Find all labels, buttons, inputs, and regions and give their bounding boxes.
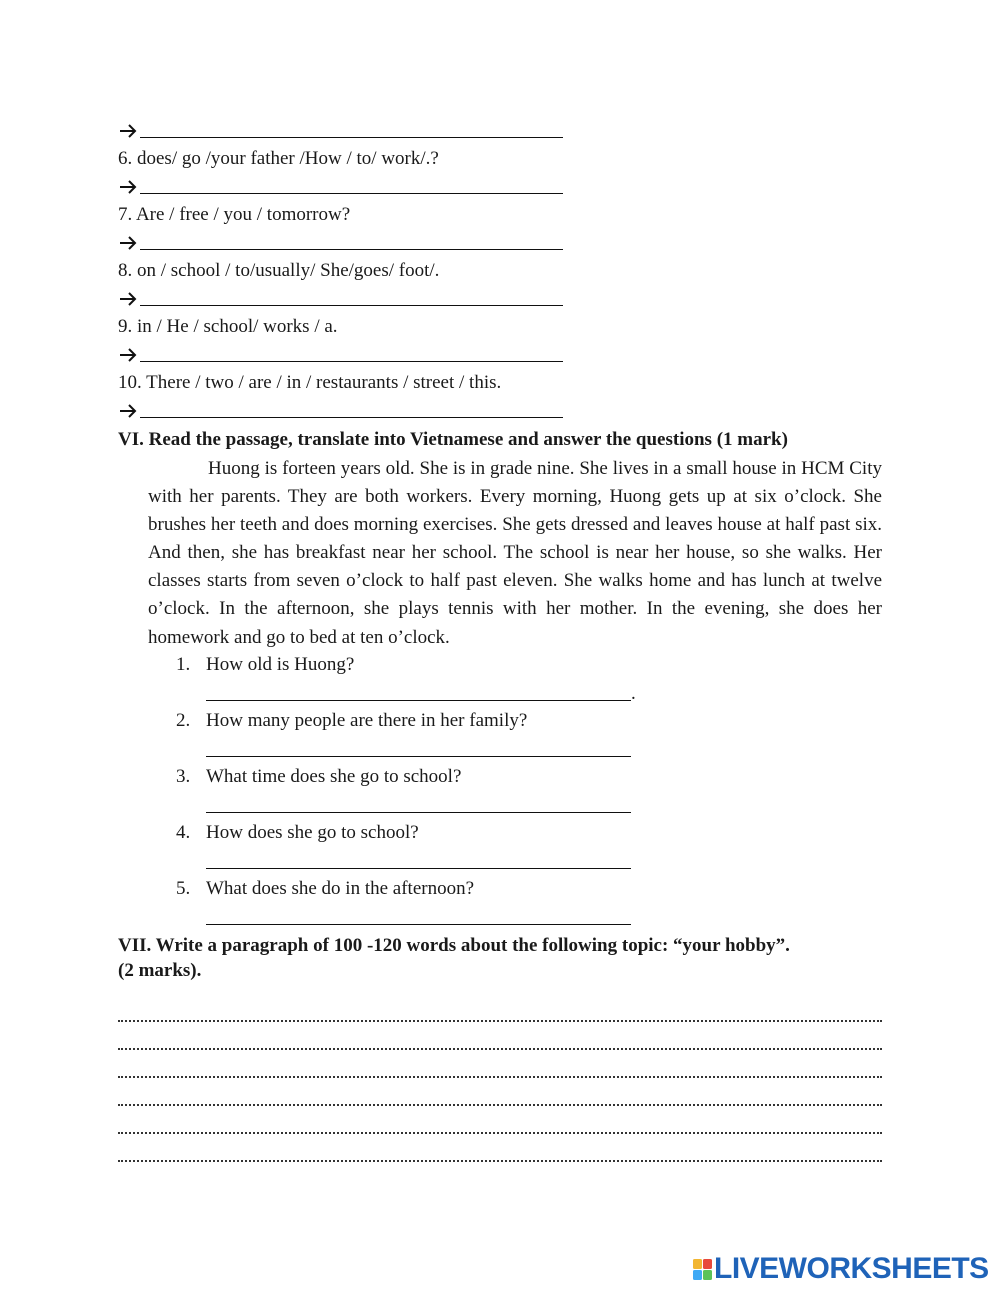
question-prompt: 10. There / two / are / in / restaurants / street / this.	[118, 372, 502, 393]
writing-line[interactable]	[118, 1160, 882, 1162]
question-text: How many people are there in her family?	[206, 710, 528, 731]
question-text: How old is Huong?	[206, 654, 355, 675]
arrow-right-icon	[118, 288, 140, 310]
writing-line[interactable]	[118, 1132, 882, 1134]
arrow-right-icon	[118, 400, 140, 422]
section-vii-heading: VII. Write a paragraph of 100 -120 words about the following topic: “your hobby”.	[118, 935, 790, 956]
arrow-right-icon	[118, 120, 140, 142]
answer-line[interactable]	[206, 924, 631, 925]
answer-line[interactable]	[206, 756, 631, 757]
answer-line[interactable]	[206, 868, 631, 869]
liveworksheets-logo-icon	[692, 1258, 714, 1282]
answer-line[interactable]	[140, 137, 563, 138]
answer-line[interactable]	[140, 417, 563, 418]
arrow-right-icon	[118, 232, 140, 254]
question-prompt: 8. on / school / to/usually/ She/goes/ foot/.	[118, 260, 440, 281]
question-text: What does she do in the afternoon?	[206, 878, 475, 899]
writing-line[interactable]	[118, 1048, 882, 1050]
question-number: 1.	[176, 654, 191, 675]
writing-line[interactable]	[118, 1076, 882, 1078]
answer-line[interactable]	[140, 249, 563, 250]
question-text: What time does she go to school?	[206, 766, 462, 787]
answer-line[interactable]	[140, 305, 563, 306]
question-number: 3.	[176, 766, 191, 787]
reading-passage: Huong is forteen years old. She is in grade nine. She lives in a small house in HCM City with her parents. They are both workers. Every morning, Huong gets up at six o’clock. She brushes her teeth and does morning exercises. She gets dressed and leaves house at half past six. And then, she has breakfast near her school. The school is near her house, so she walks. Her classes starts from seven o’clock to half past eleven. She walks home and has lunch at twelve o’clock. In the afternoon, she plays tennis with her mother. In the evening, she does her homework and go to bed at ten o’clock.	[148, 458, 882, 648]
arrow-right-icon	[118, 344, 140, 366]
question-prompt: 6. does/ go /your father /How / to/ work/.?	[118, 148, 439, 169]
section-vi-heading: VI. Read the passage, translate into Vietnamese and answer the questions (1 mark)	[118, 429, 788, 450]
arrow-right-icon	[118, 176, 140, 198]
writing-line[interactable]	[118, 1104, 882, 1106]
answer-line[interactable]	[140, 193, 563, 194]
answer-line[interactable]	[206, 812, 631, 813]
question-number: 5.	[176, 878, 191, 899]
question-text: How does she go to school?	[206, 822, 419, 843]
answer-line[interactable]	[140, 361, 563, 362]
answer-line[interactable]	[206, 700, 631, 701]
section-vii-marks: (2 marks).	[118, 960, 202, 981]
question-prompt: 9. in / He / school/ works / a.	[118, 316, 338, 337]
question-prompt: 7. Are / free / you / tomorrow?	[118, 204, 351, 225]
question-number: 4.	[176, 822, 191, 843]
writing-line[interactable]	[118, 1020, 882, 1022]
logo-text: LIVEWORKSHEETS	[714, 1252, 989, 1285]
answer-end-mark: .	[631, 683, 636, 704]
question-number: 2.	[176, 710, 191, 731]
